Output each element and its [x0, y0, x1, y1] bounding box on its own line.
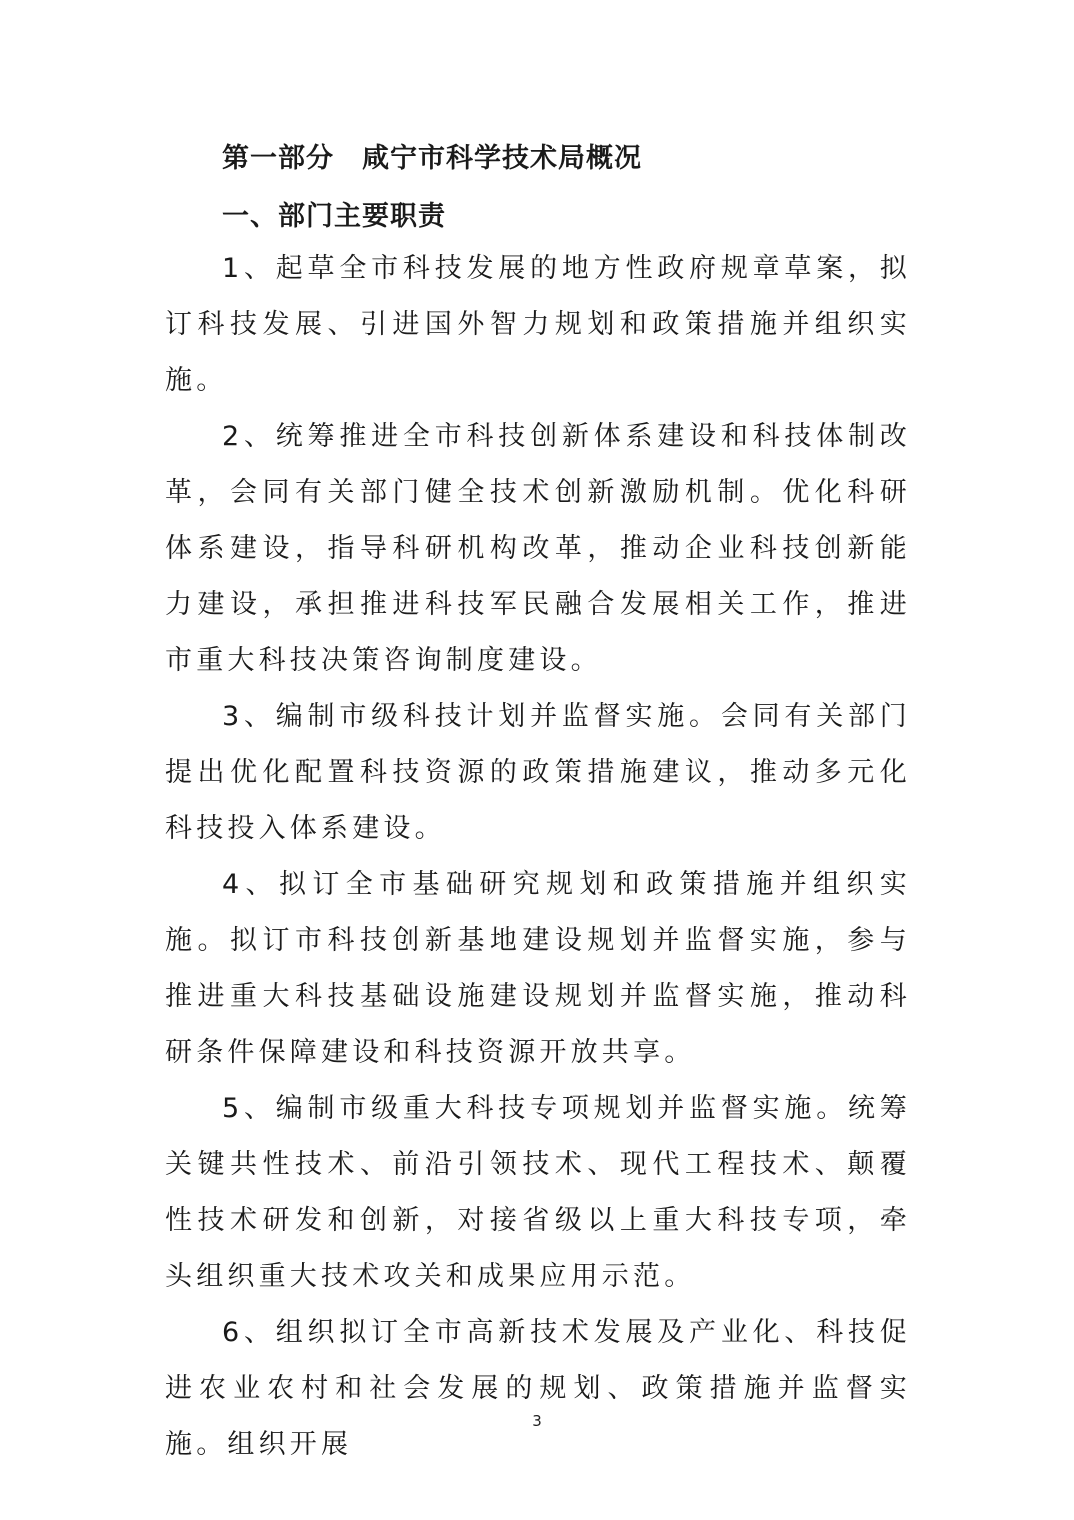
paragraph-duty-1: 1、起草全市科技发展的地方性政府规章草案，拟订科技发展、引进国外智力规划和政策措施并组织实施。: [165, 253, 911, 396]
paragraph-duty-3: 3、编制市级科技计划并监督实施。会同有关部门提出优化配置科技资源的政策措施建议，推动多元化科技投入体系建设。: [165, 701, 911, 844]
document-body: [165, 137, 911, 1473]
page-number: 3: [532, 1412, 542, 1430]
part-heading: 第一部分 咸宁市科学技术局概况: [222, 143, 642, 174]
paragraph-duty-6: 6、组织拟订全市高新技术发展及产业化、科技促进农业农村和社会发展的规划、政策措施并监督实施。组织开展: [165, 1317, 911, 1460]
section-heading: 一、部门主要职责: [222, 201, 446, 232]
paragraph-duty-5: 5、编制市级重大科技专项规划并监督实施。统筹关键共性技术、前沿引领技术、现代工程技术、颠覆性技术研发和创新，对接省级以上重大科技专项，牵头组织重大技术攻关和成果应用示范。: [165, 1093, 911, 1292]
paragraph-duty-4: 4、拟订全市基础研究规划和政策措施并组织实施。拟订市科技创新基地建设规划并监督实施，参与推进重大科技基础设施建设规划并监督实施，推动科研条件保障建设和科技资源开放共享。: [165, 869, 911, 1068]
paragraph-duty-2: 2、统筹推进全市科技创新体系建设和科技体制改革，会同有关部门健全技术创新激励机制。优化科研体系建设，指导科研机构改革，推动企业科技创新能力建设，承担推进科技军民融合发展相关工作，推进市重大科技决策咨询制度建设。: [165, 421, 911, 676]
